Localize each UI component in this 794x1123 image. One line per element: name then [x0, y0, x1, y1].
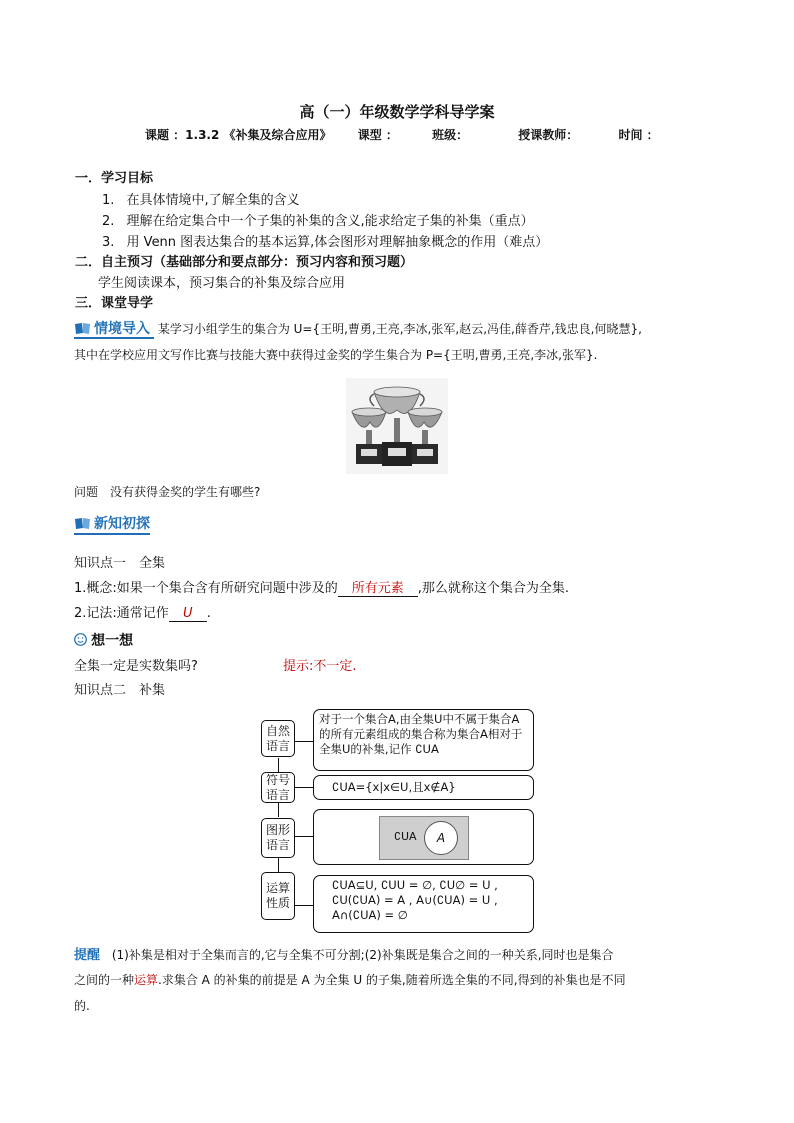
concept-answer: 所有元素 — [338, 577, 418, 597]
goal-text: 用 Venn 图表达集合的基本运算,体会图形对理解抽象概念的作用（难点） — [126, 235, 549, 250]
notation-text: . — [206, 606, 211, 621]
meta-lesson: 课题 ：1.3.2 《补集及综合应用》 — [145, 128, 332, 142]
goal-item — [102, 231, 548, 250]
row-label-symbol: 符号语言 — [261, 772, 295, 803]
row-label-graphic: 图形语言 — [261, 818, 295, 858]
goal-num: 1. — [102, 193, 115, 208]
venn-circle-a: A — [424, 821, 458, 855]
smile-icon — [74, 633, 87, 646]
meta-type: 课型 ： — [357, 128, 398, 142]
operation-line: A∩(∁UA) = ∅ — [332, 908, 408, 922]
section2-text: 学生阅读课本，预习集合的补集及综合应用 — [98, 276, 346, 291]
reminder-text: (1)补集是相对于全集而言的,它与全集不可分割;(2)补集既是集合之间的一种关系,同时也是集合 — [111, 948, 614, 962]
intro-label: 情境导入 — [94, 321, 150, 337]
intro-text: 某学习小组学生的集合为 U={王明,曹勇,王亮,李冰,张军,赵云,冯佳,薛香芹,钱忠良,何晓慧}, — [157, 322, 642, 336]
concept-text: 1.概念:如果一个集合含有所研究问题中涉及的 — [74, 581, 338, 596]
row-label-natural: 自然语言 — [261, 720, 295, 757]
notation-answer: U — [169, 606, 207, 622]
goal-item — [102, 210, 534, 229]
kp1-notation — [74, 602, 211, 622]
book-icon — [74, 517, 92, 530]
section2-heading: 二．自主预习（基础部分和要点部分：预习内容和预习题） — [75, 255, 414, 270]
goal-num: 3. — [102, 235, 115, 250]
page-title: 高（一）年级数学学科导学案 — [299, 103, 495, 121]
reminder-label: 提醒 — [74, 948, 101, 963]
reminder-line2 — [74, 971, 626, 988]
row-content-graphic — [313, 809, 534, 865]
row-content-symbol: ∁UA={x|x∈U,且x∉A} — [313, 775, 534, 800]
intro-line — [74, 318, 642, 338]
intro-question: 问题 没有获得金奖的学生有哪些? — [74, 485, 261, 499]
reminder-text: .求集合 A 的补集的前提是 A 为全集 U 的子集,随着所选全集的不同,得到的补集也是不同 — [158, 973, 626, 987]
reminder-highlight: 运算 — [134, 973, 159, 987]
section1-heading: 一．学习目标 — [75, 171, 154, 186]
goal-item — [102, 189, 300, 208]
reminder-text: 之间的一种 — [74, 973, 135, 987]
row-label-operation: 运算性质 — [261, 872, 295, 920]
meta-time: 时间 ： — [618, 128, 659, 142]
kp1-concept — [74, 577, 569, 597]
think-question: 全集一定是实数集吗? — [74, 659, 198, 674]
reminder-line1 — [74, 944, 614, 963]
goal-text: 理解在给定集合中一个子集的补集的含义,能求给定子集的补集（重点） — [126, 214, 534, 229]
meta-class: 班级： — [432, 128, 469, 142]
think-label: 想一想 — [91, 633, 134, 649]
concept-text: ,那么就称这个集合为全集. — [417, 581, 570, 596]
trophies-image — [346, 378, 448, 474]
reminder-line3: 的. — [74, 999, 90, 1013]
kp1-heading: 知识点一 全集 — [74, 556, 166, 571]
newknow-section-tag — [74, 513, 150, 533]
venn-universe — [379, 816, 469, 860]
meta-teacher: 授课教师： — [518, 128, 579, 142]
kp2-heading: 知识点二 补集 — [74, 683, 166, 698]
operation-line: ∁UA⊆U, ∁UU = ∅, ∁U∅ = U , — [332, 878, 498, 892]
operation-line: ∁U(∁UA) = A , A∪(∁UA) = U , — [332, 893, 498, 907]
think-hint: 提示:不一定. — [283, 659, 357, 674]
goal-text: 在具体情境中,了解全集的含义 — [126, 193, 300, 208]
think-heading — [74, 630, 133, 650]
section3-heading: 三．课堂导学 — [75, 296, 154, 311]
intro-section-tag — [74, 322, 154, 339]
newknow-label: 新知初探 — [94, 516, 150, 532]
venn-complement-label: ∁UA — [394, 830, 417, 843]
row-content-natural: 对于一个集合A,由全集U中不属于集合A的所有元素组成的集合称为集合A相对于全集U的补集,记作 ∁UA — [313, 709, 534, 771]
lesson-meta — [145, 126, 681, 143]
intro-line2: 其中在学校应用文写作比赛与技能大赛中获得过金奖的学生集合为 P={王明,曹勇,王亮,李冰,张军}. — [74, 348, 598, 362]
book-icon — [74, 322, 92, 335]
notation-text: 2.记法:通常记作 — [74, 606, 169, 621]
row-content-operation — [313, 875, 534, 933]
goal-num: 2. — [102, 214, 115, 229]
